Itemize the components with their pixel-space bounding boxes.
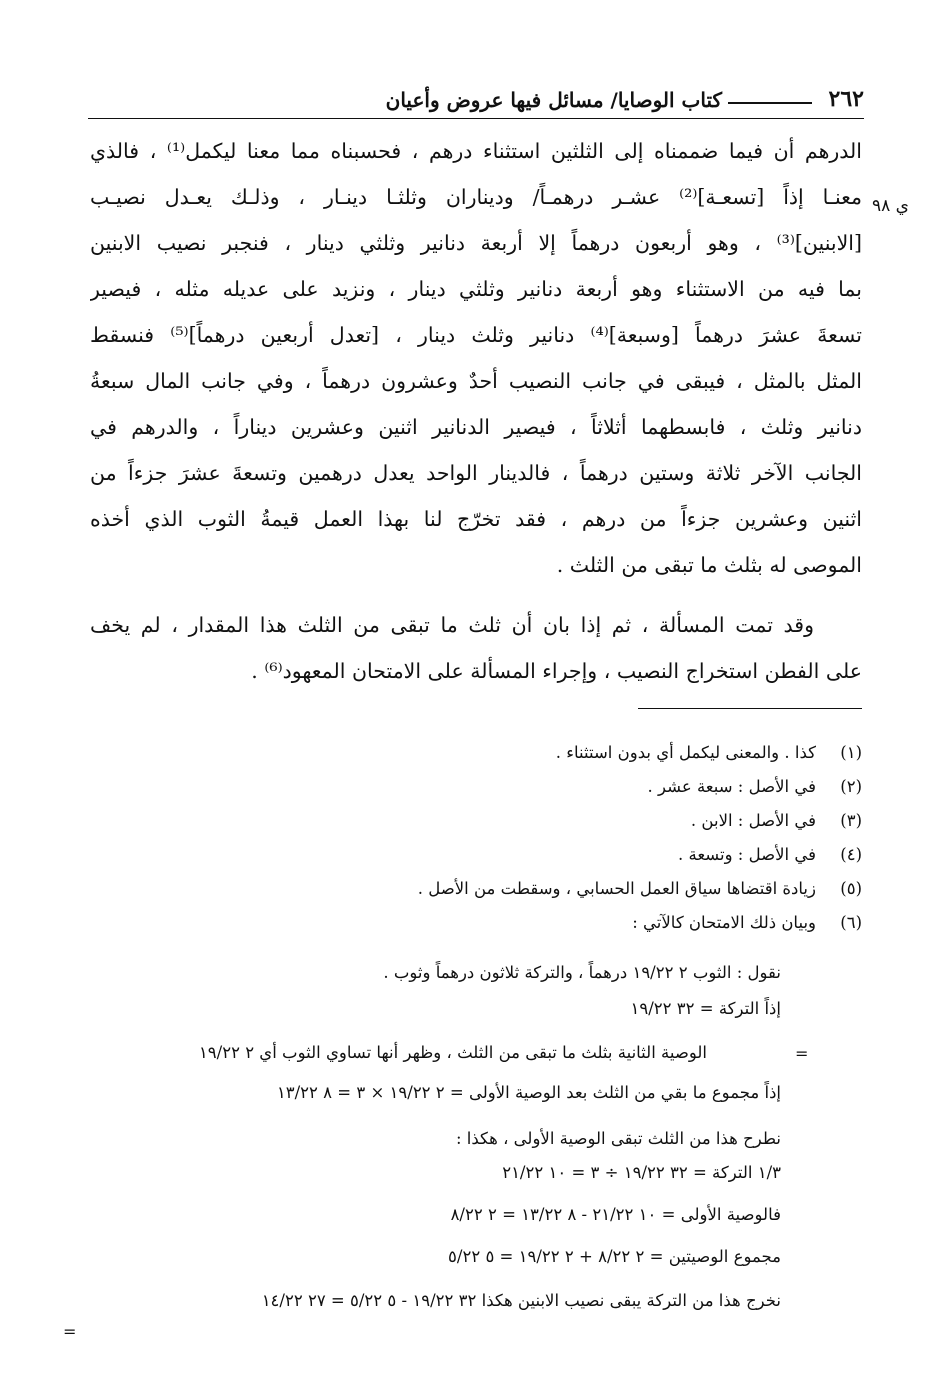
text-line: وقد تمت المسألة ، ثم إذا بان أن ثلث ما تبقى من الثلث هذا المقدار ، لم يخف <box>90 613 814 637</box>
footnote <box>120 906 862 940</box>
calc-line: فالوصية الأولى = ١٠ ٢١/٢٢ - ٨ ١٣/٢٢ = ٢ ٨/٢٢ <box>450 1205 781 1224</box>
text-line: بما فيه من الاستثناء وهو أربعة دنانير وثلثي دينار ، ونزيد على عديله مثله ، فيصير <box>90 277 862 301</box>
text-line: الجانب الآخر ثلاثة وستين درهماً ، فالدينار الواحد يعدل درهمين وتسعةَ عشرَ جزءاً من <box>90 461 862 485</box>
footnote-text: في الأصل : الابن . <box>690 811 816 830</box>
footnotes <box>120 736 862 940</box>
text-line: اثنين وعشرين جزءاً من درهم ، فقد تخرّج لنا بهذا العمل قيمةُ الثوب الذي أخذه <box>90 507 862 531</box>
text-line: معنـا إذاً [تسعـة]⁽²⁾ عشـر درهمـاً/ وديناران وثلثـا دينـار ، وذلـك يعـدل نصيـب <box>90 185 862 209</box>
text-line: على الفطن استخراج النصيب ، وإجراء المسألة على الامتحان المعهود⁽⁶⁾ . <box>251 659 862 683</box>
calc-line: ١/٣ التركة = ٣٢ ١٩/٢٢ ÷ ٣ = ١٠ ٢١/٢٢ <box>502 1163 781 1182</box>
end-mark: = <box>63 1322 77 1341</box>
footnote-number: (٦) <box>840 913 862 932</box>
text-line: [الابنين]⁽³⁾ ، وهو أربعون درهماً إلا أربعة دنانير وثلثي دينار ، فنجبر نصيب الابنين <box>90 231 862 255</box>
footnote-number: (٣) <box>840 811 862 830</box>
footnote <box>120 804 862 838</box>
header-dash <box>728 102 812 104</box>
equals-mark: = <box>795 1044 809 1063</box>
footnote-separator <box>638 708 862 709</box>
running-title: كتاب الوصايا/ مسائل فيها عروض وأعيان <box>385 88 722 112</box>
main-text <box>90 128 862 694</box>
footnote-number: (٤) <box>840 845 862 864</box>
footnote-number: (١) <box>840 743 862 762</box>
calc-line: نخرج هذا من التركة يبقى نصيب الابنين هكذا ٣٢ ١٩/٢٢ - ٥ ٥/٢٢ = ٢٧ ١٤/٢٢ <box>261 1291 781 1310</box>
footnote-text: وبيان ذلك الامتحان كالآتي : <box>632 913 816 932</box>
page-number: ٢٦٢ <box>828 86 864 112</box>
footnote-text: زيادة اقتضاها سياق العمل الحسابي ، وسقطت من الأصل . <box>417 879 816 898</box>
page-header <box>88 84 864 118</box>
footnote-number: (٢) <box>840 777 862 796</box>
footnote <box>120 770 862 804</box>
text-line: تسعةَ عشرَ درهماً [وسبعة]⁽⁴⁾ دنانير وثلث دينار ، [تعدل أربعين درهماً]⁽⁵⁾ فنسقط <box>90 323 862 347</box>
footnote-number: (٥) <box>840 879 862 898</box>
header-rule <box>88 118 864 119</box>
margin-reference: ي ٩٨ <box>872 196 909 216</box>
paragraph-1 <box>90 128 862 588</box>
footnote-text: في الأصل : وتسعة . <box>677 845 816 864</box>
text-line: الموصى له بثلث ما تبقى من الثلث . <box>556 553 862 577</box>
calc-line: مجموع الوصيتين = ٢ ٨/٢٢ + ٢ ١٩/٢٢ = ٥ ٥/٢٢ <box>448 1247 781 1266</box>
calc-line: نطرح هذا من الثلث تبقى الوصية الأولى ، هكذا : <box>455 1129 781 1148</box>
text-line: دنانير وثلث ، فابسطهما أثلاثاً ، فيصير الدنانير اثنين وعشرين ديناراً ، والدرهم في <box>90 415 862 439</box>
calc-line: إذاً التركة = ٣٢ ١٩/٢٢ <box>630 999 781 1018</box>
footnote-text: كذا . والمعنى ليكمل أي بدون استثناء . <box>555 743 816 762</box>
text-line: المثل بالمثل ، فيبقى في جانب النصيب أحدٌ وعشرون درهماً ، وفي جانب المال سبعةُ <box>90 369 862 393</box>
footnote <box>120 838 862 872</box>
paragraph-2 <box>90 602 862 694</box>
calc-line: نقول : الثوب ٢ ١٩/٢٢ درهماً ، والتركة ثلاثون درهماً وثوب . <box>383 963 781 982</box>
footnote <box>120 872 862 906</box>
text-line: الدرهم أن فيما ضممناه إلى الثلثين استثناء درهم ، فحسبناه مما معنا ليكمل⁽¹⁾ ، فالذي <box>90 139 862 163</box>
calc-line: إذاً مجموع ما بقي من الثلث بعد الوصية الأولى = ٢ ١٩/٢٢ × ٣ = ٨ ١٣/٢٢ <box>276 1083 781 1102</box>
footnote <box>120 736 862 770</box>
calc-line: الوصية الثانية بثلث ما تبقى من الثلث ، وظهر أنها تساوي الثوب أي ٢ ١٩/٢٢ <box>198 1043 707 1062</box>
footnote-text: في الأصل : سبعة عشر . <box>647 777 816 796</box>
